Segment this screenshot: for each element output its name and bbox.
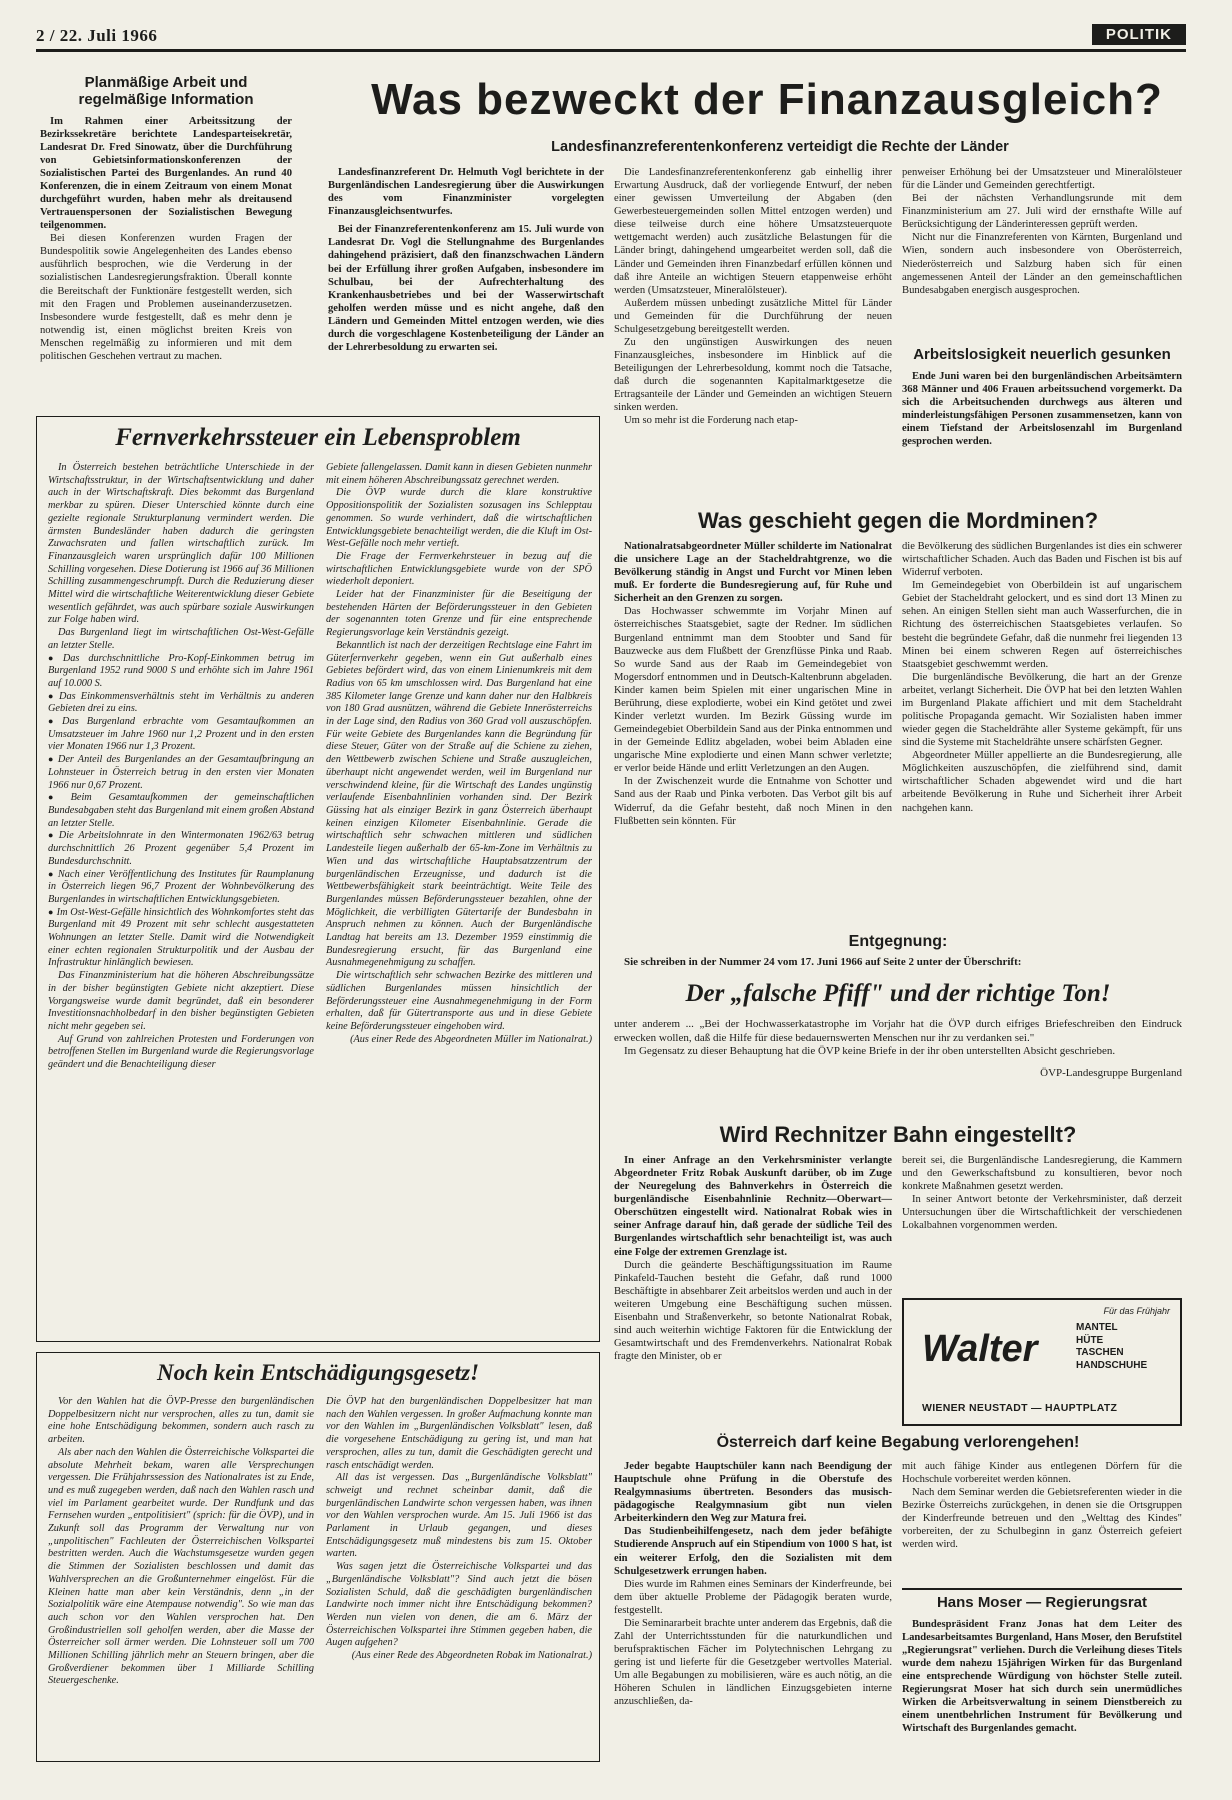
finanz-paragraph: Zu den ungünstigen Auswirkungen des neuen Finanzausgleiches, insbesondere im Hinblick auf die Beteiligungen der Lehrerbesoldung, kommt noch die Tatsache, daß durch die sogenannten Kapitalmarktgesetze die Ertragsanteile der Länder und Gemeinden an wichtigen Steuern sinken werden. xyxy=(614,337,892,414)
entschaedigung-source: (Aus einer Rede des Abgeordneten Robak im Nationalrat.) xyxy=(351,1650,592,1662)
begabung-column-2 xyxy=(902,1460,1182,1552)
advertisement-walter xyxy=(902,1298,1182,1426)
mordminen-paragraph: Im Gemeindegebiet von Oberbildein ist auf ungarischem Gebiet der Stacheldraht gelockert, und es sind dort 13 Minen zu sehen. An einigen Stellen sieht man auch Wasserfurchen, die in Richtung des österreichischen Staatsgebietes verlaufen. So besteht die begründete Gefahr, daß die nunmehr frei liegenden 13 Minen bei einem schweren Regen auf österreichisches Staatsgebiet geschwemmt werden. xyxy=(902,580,1182,670)
rechnitzer-paragraph: In seiner Antwort betonte der Verkehrsminister, daß derzeit Untersuchungen über die Wirtschaftlichkeit der verschiedenen Lokalbahnen vorgenommen werden. xyxy=(902,1194,1182,1232)
fernverkehr-bullet: ● Beim Gesamtaufkommen der gemeinschaftlichen Bundesabgaben steht das Burgenland mit einem großen Abstand an letzter Stelle. xyxy=(48,792,314,830)
ad-product: HANDSCHUHE xyxy=(1076,1359,1148,1371)
mordminen-column-1 xyxy=(614,540,892,828)
subheadline-finanzausgleich: Landesfinanzreferentenkonferenz verteidigt die Rechte der Länder xyxy=(551,139,1009,155)
ad-brand: Walter xyxy=(922,1328,1038,1370)
fernverkehr-paragraph: Bekanntlich ist nach der derzeitigen Rechtslage eine Fahrt im Güterfernverkehr gegeben, wenn ein Gut außerhalb eines Gebietes befördert wird, das von einem Linienumkreis mit dem Radius von 65 km umschlossen wird. Das Burgenland hat eine 385 Kilometer lange Grenze und kann daher nur den Halbkreis von 180 Grad ausnützen, während die Gebiete Innerösterreichs in der Lage sind, den Radius von 360 Grad voll auszuschöpfen. Für weite Gebiete des Burgenlandes kann die Begründung für diese Steuer, Güter von der Straße auf die Schiene zu ziehen, den Wettbewerb zwischen Schiene und Straße auszugleichen, überhaupt nicht angewendet werden, weil im Burgenland nur verschwindend kleine, für die Wirtschaft des Landes ungünstig verlaufende Eisenbahnlinien vorhanden sind. Der Bezirk Güssing hat als einziger Bezirk in ganz Österreich überhaupt keinen einzigen Kilometer Eisenbahnlinie. Gerade die wirtschaftlich sehr schwachen mittleren und südlichen Landesteile liegen außerhalb der 65-km-Zone im Verhältnis zu Wien und das wirtschaftliche Hauptabsatzzentrum der burgenländischen Erzeugnisse, und dadurch ist die Wettbewerbsfähigkeit stark beeinträchtigt. Weite Teile des Burgenlandes müssen Beförderungssteuer bezahlen, ohne der Möglichkeit, die verbilligten Gütertarife der Bundesbahn in Anspruch nehmen zu können. Auch der Burgenländische Landtag hat bereits am 13. Dezember 1959 einstimmig die Bundesregierung ersucht, für das Burgenland eine Ausnahmegenehmigung zu schaffen. xyxy=(326,639,592,969)
rechnitzer-lead: In einer Anfrage an den Verkehrsminister verlangte Abgeordneter Fritz Robak Auskunft darüber, ob im Zuge der Neuregelung des Bahnverkehrs in Österreich die burgenländische Eisenbahnlinie Rechnitz—Oberwart—Oberschützen eingestellt wird. Nationalrat Robak wies in seiner Anfrage darauf hin, daß gerade der südliche Teil des Burgenlandes wirtschaftlich sehr benachteiligt ist, was auch eine Folge der extremen Grenzlage ist. xyxy=(614,1155,892,1258)
fernverkehr-bullet: ● Das durchschnittliche Pro-Kopf-Einkommen betrug im Burgenland 1952 rund 9000 S und erhöhte sich im Jahre 1961 auf 10.000 S. xyxy=(48,653,314,691)
entschaedigung-paragraph: Vor den Wahlen hat die ÖVP-Presse den burgenländischen Doppelbesitzern nicht nur versprochen, alles zu tun, damit sie eine hohe Entschädigung bekommen, sondern auch rasch zu arbeiten. xyxy=(48,1396,314,1446)
finanz-paragraph: penweiser Erhöhung bei der Umsatzsteuer und Mineralölsteuer für die Länder und Gemeinden gerechtfertigt. xyxy=(902,167,1182,192)
finanz-paragraph: Außerdem müssen unbedingt zusätzliche Mittel für Länder und Gemeinden für die Durchführung der neuen Schulgesetzgebung bereitgestellt werden. xyxy=(614,297,892,335)
fernverkehr-paragraph: Die wirtschaftlich sehr schwachen Bezirke des mittleren und südlichen Burgenlandes müssen hinsichtlich der Beförderungssteuer eine Ausnahmegenehmigung in der Form erhalten, daß für Gütertransporte aus und in diese Gebiete keine Beförderungssteuer eingehoben wird. xyxy=(326,970,592,1032)
mordminen-lead: Nationalratsabgeordneter Müller schilderte im Nationalrat die unsichere Lage an der Stacheldrahtgrenze, wo die Bevölkerung ständig in Angst und Furcht vor Minen leben muß. Er forderte die Bundesregierung auf, für Ruhe und Sicherheit an den Grenzen zu sorgen. xyxy=(614,541,892,605)
finanz-paragraph: Nicht nur die Finanzreferenten von Kärnten, Burgenland und Wien, sondern auch insbesondere von Oberösterreich, Niederösterreich und Salzburg haben sich für einen angemessenen Anteil der Länder an den gemeinschaftlichen Bundesabgaben energisch ausgesprochen. xyxy=(902,232,1182,296)
ad-product: TASCHEN xyxy=(1076,1347,1124,1358)
article-title: Entgegnung: xyxy=(848,933,948,950)
begabung-lead: Jeder begabte Hauptschüler kann nach Beendigung der Hauptschule ohne Prüfung in die Oberstufe des Realgymnasiums übertreten. Besonders das musisch-pädagogische Realgymnasium gibt nun vielen Arbeiterkindern den Weg zur Matura frei. xyxy=(614,1461,892,1525)
finanz-lead: Landesfinanzreferent Dr. Helmuth Vogl berichtete in der Burgenländischen Landesregierung über die Auswirkungen des vom Finanzminister vorgelegten Finanzausgleichsentwurfes. xyxy=(328,167,604,218)
finanz-body-1: Bei der Finanzreferentenkonferenz am 15. Juli wurde von Landesrat Dr. Vogl die Stellungnahme des Burgenlandes dahingehend präzisiert, daß den finanzschwachen Ländern bei der Erfüllung ihrer großen Aufgaben, insbesondere im Schulbau, bei der Aufrechterhaltung des Krankenhausbetriebes und bei der Wasserwirtschaft geholfen werden müsse und es nicht angehe, daß den Ländern und Gemeinden Mittel entzogen werden, wie dies durch die vorgeschlagene Kostenbeteiligung der Länder an der Lehrerbesoldung zu erwarten sei. xyxy=(328,224,604,354)
ad-product: MANTEL xyxy=(1076,1322,1118,1333)
fernverkehr-column-1 xyxy=(48,462,314,1072)
rechnitzer-column-1 xyxy=(614,1154,892,1363)
mordminen-paragraph: In der Zwischenzeit wurde die Entnahme von Schotter und Sand aus der Raab und Pinka verboten. Das Verbot gilt bis auf Widerruf, da die Gefahr besteht, daß noch Minen in den Flußbetten sein könnten. Für xyxy=(614,776,892,827)
mordminen-paragraph: Abgeordneter Müller appellierte an die Bundesregierung, alle Möglichkeiten auszuschöpfen, die zielführend sind, damit wirtschaftlicher Schaden abgewendet wird und die hart arbeitende Bevölkerung in Ruhe und Sicherheit ihrer Arbeit nachgehen kann. xyxy=(902,750,1182,814)
finanz-paragraph: Die Landesfinanzreferentenkonferenz gab einhellig ihrer Erwartung Ausdruck, daß der vorliegende Entwurf, der neben einer gewissen Umverteilung der Abgaben (den Gewerbesteuergemeinden sollen Mittel entzogen werden) und diese teilweise durch eine höhere Umsatzsteuerquote wettgemacht werden) auch zusätzliche Belastungen für die Länder bringt, dahingehend umgearbeitet werden soll, daß die Länder und Gemeinden ihren Finanzbedarf erfüllen können und daß ihre Anteile an wichtigen Steuern etappenweise erhöht werden (Umsatzsteuer, Mineralölsteuer). xyxy=(614,167,892,296)
fernverkehr-paragraph: Die Frage der Fernverkehrsteuer in bezug auf die wirtschaftlichen Entwicklungsgebiete wurde von der SPÖ wiederholt deponiert. xyxy=(326,550,592,588)
fernverkehr-column-2 xyxy=(326,462,592,1046)
fernverkehr-paragraph: Das Burgenland liegt im wirtschaftlichen Ost-West-Gefälle an letzter Stelle. xyxy=(48,627,314,651)
entgegnung-paragraph: Im Gegensatz zu dieser Behauptung hat die ÖVP keine Briefe in der ihr oben unterstellten Absicht geschrieben. xyxy=(624,1045,1116,1058)
mordminen-paragraph: die Bevölkerung des südlichen Burgenlandes ist dies ein schwerer wirtschaftlicher Schaden. Auch das Baden und Fischen ist bis auf Widerruf verboten. xyxy=(902,541,1182,579)
fernverkehr-bullet: ● Die Arbeitslohnrate in den Wintermonaten 1962/63 betrug durchschnittlich 26 Prozent gegenüber 5,4 Prozent im Bundesdurchschnitt. xyxy=(48,830,314,868)
article-planmaessig xyxy=(40,74,292,363)
fernverkehr-paragraph: Das Finanzministerium hat die höheren Abschreibungssätze in der bisher begünstigten Gebiete nicht akzeptiert. Diese Vorgangsweise wurde damit begründet, daß ein besonderer Investitionsnachholbedarf in den bisher begünstigten Gebieten nicht mehr gegeben sei. xyxy=(48,970,314,1032)
finanz-column-3 xyxy=(902,166,1182,297)
entschaedigung-paragraph: Als aber nach den Wahlen die Österreichische Volkspartei die absolute Mehrheit bekam, waren alle Versprechungen vergessen. Die Frühjahrssession des Nationalrates ist zu Ende, und es muß zugegeben werden, daß nach den Wahlen rasch und viel im Parlament gearbeitet wurde. Der Rundfunk und das Fernsehen wurden „entpolitisiert" (sprich: für die ÖVP), und in Zukunft soll das Programm der Verwaltung nur von „unpolitischen" Fachleuten der Österreichischen Volkspartei bestritten werden. Auch die Wachstumsgesetze wurden gegen die Stimmen der Sozialisten beschlossen und damit das Wahlversprechen an die Großunternehmer eingelöst. Für die Kleinen hatte man aber kein Verständnis, denn „in der Sozialpolitik wäre eine Atempause notwendig". So wie man das auch schon vor den Wahlen versprochen hat. Den Großindustriellen soll geholfen werden, aber die Masse der Österreicher soll ärmer werden. Die Lohnsteuer soll um 700 Millionen Schilling jährlich mehr an Steuern bringen, aber die Großverdiener bekommen über 1 Milliarde Schilling Steuergeschenke. xyxy=(48,1446,314,1687)
rechnitzer-column-2 xyxy=(902,1154,1182,1232)
entschaedigung-paragraph: All das ist vergessen. Das „Burgenländische Volksblatt" schweigt und rechnet scheinbar damit, daß die burgenländischen Landwirte schon vergessen haben, was ihnen vor den Wahlen versprochen wurde. Am 15. Juli 1966 ist das Parlament in Urlaub gegangen, und dieses Entschädigungsgesetz muß mindestens bis zum 15. Oktober warten. xyxy=(326,1472,592,1560)
headline-mordminen: Was geschieht gegen die Mordminen? xyxy=(697,508,1099,533)
rechnitzer-paragraph: bereit sei, die Burgenländische Landesregierung, die Kammern und den Gewerkschaftsbund zu konsultieren, bevor noch konkrete Maßnahmen gesetzt werden. xyxy=(902,1155,1182,1193)
article-body: Ende Juni waren bei den burgenländischen Arbeitsämtern 368 Männer und 406 Frauen arbeitssuchend vorgemerkt. Da sich die Arbeitsuchenden durchwegs aus älteren und minderleistungsfähigen Personen zusammensetzen, kann von einem Tiefstand der Arbeitslosenzahl im Burgenland gesprochen werden. xyxy=(902,371,1182,448)
fernverkehr-paragraph: Leider hat der Finanzminister für die Beseitigung der bestehenden Härten der Beförderungssteuer in den Gebieten der sogenannten toten Grenze und für eine entsprechende Regierungsvorlage kein Verständnis gezeigt. xyxy=(326,589,592,639)
fernverkehr-bullet: ● Der Anteil des Burgenlandes an der Gesamtaufbringung an Lohnsteuer in Österreich betrug in den ersten vier Monaten 1966 nur 0,67 Prozent. xyxy=(48,754,314,792)
article-title: Hans Moser — Regierungsrat xyxy=(936,1594,1148,1611)
mordminen-column-2 xyxy=(902,540,1182,815)
begabung-paragraph: Nach dem Seminar werden die Gebietsreferenten wieder in die Bezirke Österreichs zurückgehen, in denen sie die Ortsgruppen der Kinderfreunde betreuen und den „Welttag des Kindes" vorbereiten, der zu Schulbeginn in ganz Österreich gefeiert werden wird. xyxy=(902,1487,1182,1551)
entgegnung-intro: Sie schreiben in der Nummer 24 vom 17. Juni 1966 auf Seite 2 unter der Überschrift: xyxy=(624,955,1022,968)
headline-begabung: Österreich darf keine Begabung verlorengehen! xyxy=(716,1434,1080,1451)
fernverkehr-bullet: ● Das Einkommensverhältnis steht im Verhältnis zu anderen Gebieten drei zu eins. xyxy=(48,691,314,716)
fernverkehr-paragraph: Gebiete fallengelassen. Damit kann in diesen Gebieten nunmehr mit einem höheren Abschreibungssatz gerechnet werden. xyxy=(326,462,592,486)
headline-fernverkehrssteuer: Fernverkehrssteuer ein Lebensproblem xyxy=(115,424,521,451)
mordminen-paragraph: Das Hochwasser schwemmte im Vorjahr Minen auf österreichisches Staatsgebiet, sagte der Redner. Im südlichen Burgenland entnimmt man dem Stoobter und Sand für Bauzwecke aus dem Flußbett der Grenzflüsse Pinka und Raab. So wurde Sand aus der Raab im Gemeindegebiet von Mogersdorf entnommen und in Deutsch-Kaltenbrunn abgeladen. Kinder kamen beim Spielen mit einer ungarischen Mine in Berührung, diese explodierte, wobei ein Kind getötet und zwei Kinder verletzt wurden. Im Bezirk Güssing wurde im Gemeindegebiet Oberbildein Sand aus der Pinka entnommen und in der Gemeinde Edlitz abgeladen, wobei beim Abladen eine ungarische Mine explodierte und einen Mann schwer verletzte; er verlor beide Hände und erlitt Verletzungen an den Augen. xyxy=(614,606,892,775)
fernverkehr-bullet: ● Im Ost-West-Gefälle hinsichtlich des Wohnkomfortes steht das Burgenland mit 49 Prozent mit sehr schlecht ausgestatteten Wohnungen an letzter Stelle. Damit wird die Notwendigkeit einer echten regionalen Strukturpolitik und der Ausbau der Infrastruktur hinlänglich bewiesen. xyxy=(48,907,314,971)
article-arbeitslosigkeit xyxy=(902,346,1182,448)
article-title: Arbeitslosigkeit neuerlich gesunken xyxy=(913,346,1171,363)
headline-finanzausgleich: Was bezweckt der Finanzausgleich? xyxy=(371,75,1163,124)
fernverkehr-source: (Aus einer Rede des Abgeordneten Müller im Nationalrat.) xyxy=(350,1033,592,1045)
divider xyxy=(902,1588,1182,1590)
rechnitzer-paragraph: Durch die geänderte Beschäftigungssituation im Raume Pinkafeld-Tauchen besteht die Gefahr, daß rund 1000 Beschäftigte in absehbarer Zeit arbeitslos werden und auch in der weiteren Umgebung eine Beschäftigung suchen müssen. Eisenbahn und Straßenverkehr, so betonte Nationalrat Robak, sind auch weiterhin wichtige Faktoren für die Entwicklung der Gesamtwirtschaft und des Fremdenverkehrs. Nationalrat Robak fragte den Minister, ob er xyxy=(614,1259,892,1363)
article-body: Bei diesen Konferenzen wurden Fragen der Bundespolitik sowie Angelegenheiten des Landes ebenso ausführlich besprochen, wie die Verderung in der sozialistischen Landesregierungsfraktion. Überall konnte die Bereitschaft der Funktionäre festgestellt werden, sich mit den Fragen und Problemen auseinanderzusetzen. Insbesondere wurde festgestellt, daß es mehr denn je notwendig ist, einen möglichst breiten Kreis von Menschen regelmäßig zu informieren und mit dem politischen Geschehen vertraut zu machen. xyxy=(40,233,292,362)
ad-address: WIENER NEUSTADT — HAUPTPLATZ xyxy=(922,1402,1118,1414)
entgegnung-paragraph: unter anderem ... „Bei der Hochwasserkatastrophe im Vorjahr hat die ÖVP durch eifriges Briefeschreiben den Eindruck erwecken wollen, daß die Hilfe für diese bedauernswerten Menschen nur ihr zu verdanken sei." xyxy=(614,1018,1182,1044)
finanz-paragraph: Um so mehr ist die Forderung nach etap- xyxy=(624,415,798,427)
finanz-paragraph: Bei der nächsten Verhandlungsrunde mit dem Finanzministerium am 27. Juli wird der ernsthafte Wille auf Berücksichtigung der Länderinteressen geprüft werden. xyxy=(902,193,1182,231)
headline-entschaedigungsgesetz: Noch kein Entschädigungsgesetz! xyxy=(156,1360,480,1385)
section-label: POLITIK xyxy=(1092,24,1186,45)
article-entgegnung xyxy=(614,932,1182,1081)
finanz-column-1 xyxy=(328,166,604,354)
fernverkehr-paragraph: In Österreich bestehen beträchtliche Unterschiede in der Wirtschaftsstruktur, in der Wirtschaftsentwicklung und daher auch in der Wirtschaftskraft. Dies bekommt das Burgenland merkbar zu spüren. Dieser Unterschied könnte durch eine gezielte regionale Strukturplanung vermindert werden. Die ärmsten Bundesländer haben dadurch die geringsten Zuwachsraten und fallen wirtschaftlich zurück. Im Finanzausgleich waren ursprünglich dafür 100 Millionen Schilling vorgesehen. Diese Dotierung ist 1966 auf 36 Millionen Schilling zusammengeschrumpft. Durch die Reduzierung dieser Mittel wird die wirtschaftliche Weiterentwicklung dieser Gebiete wesentlich gefährdet, was auch spürbare soziale Auswirkungen zur Folge haben wird. xyxy=(48,462,314,626)
begabung-paragraph: Dies wurde im Rahmen eines Seminars der Kinderfreunde, bei dem über aktuelle Probleme der Pädagogik beraten wurde, festgestellt. xyxy=(614,1578,892,1616)
entschaedigung-column-1 xyxy=(48,1396,314,1688)
begabung-paragraph: Die Seminararbeit brachte unter anderem das Ergebnis, daß die Zahl der Unterrichtsstunden für die naturkundlichen und berufspraktischen Fächer im Polytechnischen Lehrgang zu gering ist und lieferte für die Gesetzgeber wertvolles Material. Um alle Begabungen zu mobilisieren, wäre es auch nötig, an die Höheren Schulen in ländlichen Einzugsgebieten interne anzuschließen, da- xyxy=(614,1617,892,1708)
entgegnung-headline: Der „falsche Pfiff" und der richtige Ton! xyxy=(685,980,1111,1008)
fernverkehr-bullet: ● Nach einer Veröffentlichung des Institutes für Raumplanung in Österreich liegen 96,7 Prozent der Wohnbevölkerung des Burgenlandes in wirtschaftlichen Entwicklungsgebieten. xyxy=(48,869,314,907)
entschaedigung-paragraph: Was sagen jetzt die Österreichische Volkspartei und das „Burgenländische Volksblatt"? Sind auch jetzt die bösen Sozialisten Schuld, daß die geschädigten burgenländischen Landwirte noch immer nicht ihre Entschädigung bekommen? Werden nun vielen von denen, die am 6. März der Österreichischen Volkspartei ihre Stimmen gegeben haben, die Augen aufgehen? xyxy=(326,1561,592,1649)
begabung-paragraph: Das Studienbeihilfengesetz, nach dem jeder befähigte Studierende Anspruch auf ein Stipendium von 1000 S hat, ist ein weiterer Erfolg, den die Sozialisten mit dem Schulgesetzwerk errungen haben. xyxy=(614,1526,892,1577)
fernverkehr-paragraph: Auf Grund von zahlreichen Protesten und Forderungen von betroffenen Stellen im Burgenland wurde die Regierungsvorlage geändert und die Benachteiligung dieser xyxy=(48,1033,314,1071)
issue-date: 2 / 22. Juli 1966 xyxy=(36,26,158,45)
fernverkehr-paragraph: Die ÖVP wurde durch die klare konstruktive Oppositionspolitik der Sozialisten sozusagen ins Schlepptau genommen. So wurde verhindert, daß die wirtschaftlichen Entwicklungsgebiete benachteiligt werden, die die Kluft im Ost-West-Gefälle noch mehr vertieft. xyxy=(326,487,592,550)
entschaedigung-column-2 xyxy=(326,1396,592,1663)
entgegnung-signature: ÖVP-Landesgruppe Burgenland xyxy=(1040,1066,1182,1079)
ad-product: HÜTE xyxy=(1076,1334,1104,1346)
begabung-column-1 xyxy=(614,1460,892,1708)
headline-rechnitzer-bahn: Wird Rechnitzer Bahn eingestellt? xyxy=(719,1122,1077,1147)
ad-product-list xyxy=(1076,1322,1147,1372)
entschaedigung-paragraph: Die ÖVP hat den burgenländischen Doppelbesitzer hat man nach den Wahlen vergessen. In großer Aufmachung konnte man vor den Wahlen im „Burgenländischen Volksblatt" lesen, daß die vorgesehene Entschädigung zu gering ist, und man hat versprochen, alles zu tun, damit die Geschädigten gerecht und rasch entschädigt werden. xyxy=(326,1396,592,1471)
mordminen-paragraph: Die burgenländische Bevölkerung, die hart an der Grenze arbeitet, verlangt Sicherheit. Die ÖVP hat bei den letzten Wahlen im Burgenland Plakate affichiert und mit dem Stacheldraht politische Propaganda gemacht. Wir Sozialisten haben immer wieder gegen die Stacheldrähte aller Systeme gekämpft, für uns sind die Systeme mit Stacheldrähte unsere schärfsten Gegner. xyxy=(902,671,1182,749)
ad-tagline: Für das Frühjahr xyxy=(1103,1306,1170,1316)
fernverkehr-bullet: ● Das Burgenland erbrachte vom Gesamtaufkommen an Umsatzsteuer im Jahre 1960 nur 1,2 Prozent und in den ersten vier Monaten 1966 nur 1,3 Prozent. xyxy=(48,716,314,754)
article-title: Planmäßige Arbeit und regelmäßige Information xyxy=(78,74,254,109)
article-body: Bundespräsident Franz Jonas hat dem Leiter des Landesarbeitsamtes Burgenland, Hans Moser, den Berufstitel „Regierungsrat" verliehen. Durch die Verleihung dieses Titels wurde dem nahezu 15jährigen Wirken für das Burgenland eine entsprechende Würdigung von höchster Stelle zuteil. Regierungsrat Moser hat sich durch sein unermüdliches Wirken die Arbeitsverwaltung in seinem Dienstbereich zu einem unentbehrlichen Instrument für Bevölkerung und Wirtschaft des Burgenlandes gemacht. xyxy=(902,1618,1182,1735)
masthead xyxy=(36,22,1186,52)
begabung-paragraph: mit auch fähige Kinder aus entlegenen Dörfern für die Hochschule vorbereitet werden können. xyxy=(902,1461,1182,1486)
finanz-column-2 xyxy=(614,166,892,428)
article-moser xyxy=(902,1594,1182,1735)
article-lead: Im Rahmen einer Arbeitssitzung der Bezirkssekretäre berichtete Landesparteisekretär, Landesrat Dr. Fred Sinowatz, über die Durchführung von Gebietsinformationskonferenzen der Sozialistischen Partei des Burgenlandes. An rund 40 Konferenzen, die in einem Zeitraum von einem Monat durchgeführt wurden, haben mehr als dreitausend Vertrauenspersonen der Sozialistischen Bewegung teilgenommen. xyxy=(40,115,292,232)
